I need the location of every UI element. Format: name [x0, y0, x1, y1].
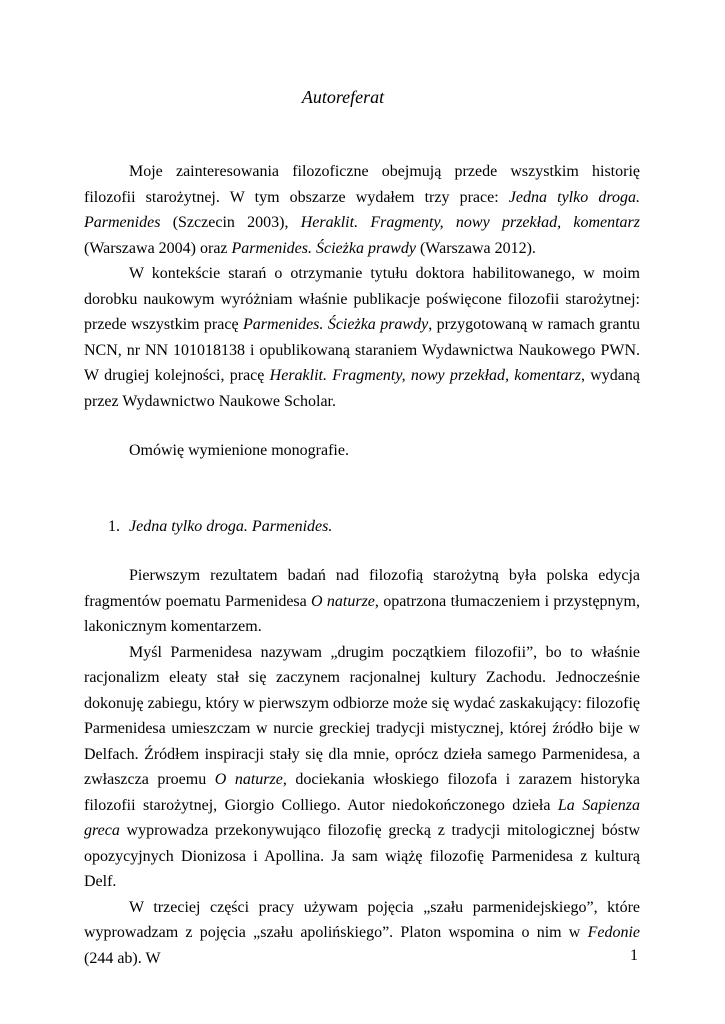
section-heading [84, 514, 640, 540]
section-title: Jedna tylko droga. Parmenides. [129, 518, 333, 535]
paragraph-3: Omówię wymienione monografie. [129, 442, 349, 459]
intro-section [84, 159, 640, 414]
paragraph-3-block [84, 438, 640, 464]
paragraph-2: W kontekście starań o otrzymanie tytułu doktora habilitowanego, w moim dorobku naukowym wyróżniam właśnie publikacje poświęcone filozofii starożytnej: przede wszystkim pracę Parmenides. Ścieżka prawdy, przygotowaną w ramach grantu NCN, nr NN 101018138 i opublikowaną staraniem Wydawnictwa Naukowego PWN. W drugiej kolejności, pracę Heraklit. Fragmenty, nowy przekład, komentarz, wydaną przez Wydawnictwo Naukowe Scholar. [84, 265, 641, 410]
paragraph-5: Myśl Parmenidesa nazywam „drugim początkiem filozofii”, bo to właśnie racjonalizm eleaty stał się zaczynem racjonalnej kultury Zachodu. Jednocześnie dokonuję zabiegu, który w pierwszym odbiorze może się wydać zaskakujący: filozofię Parmenidesa umieszczam w nurcie greckiej tradycji mistycznej, której źródło bije w Delfach. Źródłem inspiracji stały się dla mnie, oprócz dzieła samego Parmenidesa, a zwłaszcza proemu O naturze, dociekania włoskiego filozofa i zarazem historyka filozofii starożytnej, Giorgio Colliego. Autor niedokończonego dzieła La Sapienza greca wyprowadza przekonywująco filozofię grecką z tradycji mitologicznej bóstw opozycyjnych Dionizosa i Apollina. Ja sam wiążę filozofię Parmenidesa z kulturą Delf. [84, 643, 641, 890]
section-number: 1. [108, 518, 120, 535]
paragraph-1: Moje zainteresowania filozoficzne obejmują przede wszystkim historię filozofii starożytnej. W tym obszarze wydałem trzy prace: Jedna tylko droga. Parmenides (Szczecin 2003), Heraklit. Fragmenty, nowy przekład, komentarz (Warszawa 2004) oraz Parmenides. Ścieżka prawdy (Warszawa 2012). [84, 163, 640, 257]
section-body [84, 563, 640, 971]
paragraph-4: Pierwszym rezultatem badań nad filozofią starożytną była polska edycja fragmentów poematu Parmenidesa O naturze, opatrzona tłumaczeniem i przystępnym, lakonicznym komentarzem. [84, 567, 640, 635]
document-title: Autoreferat [301, 87, 385, 107]
page-number: 1 [630, 947, 638, 964]
paragraph-6: W trzeciej części pracy używam pojęcia „szału parmenidejskiego”, które wyprowadzam z pojęcia „szału apolińskiego”. Platon wspomina o nim w Fedonie (244 ab). W [84, 898, 640, 967]
